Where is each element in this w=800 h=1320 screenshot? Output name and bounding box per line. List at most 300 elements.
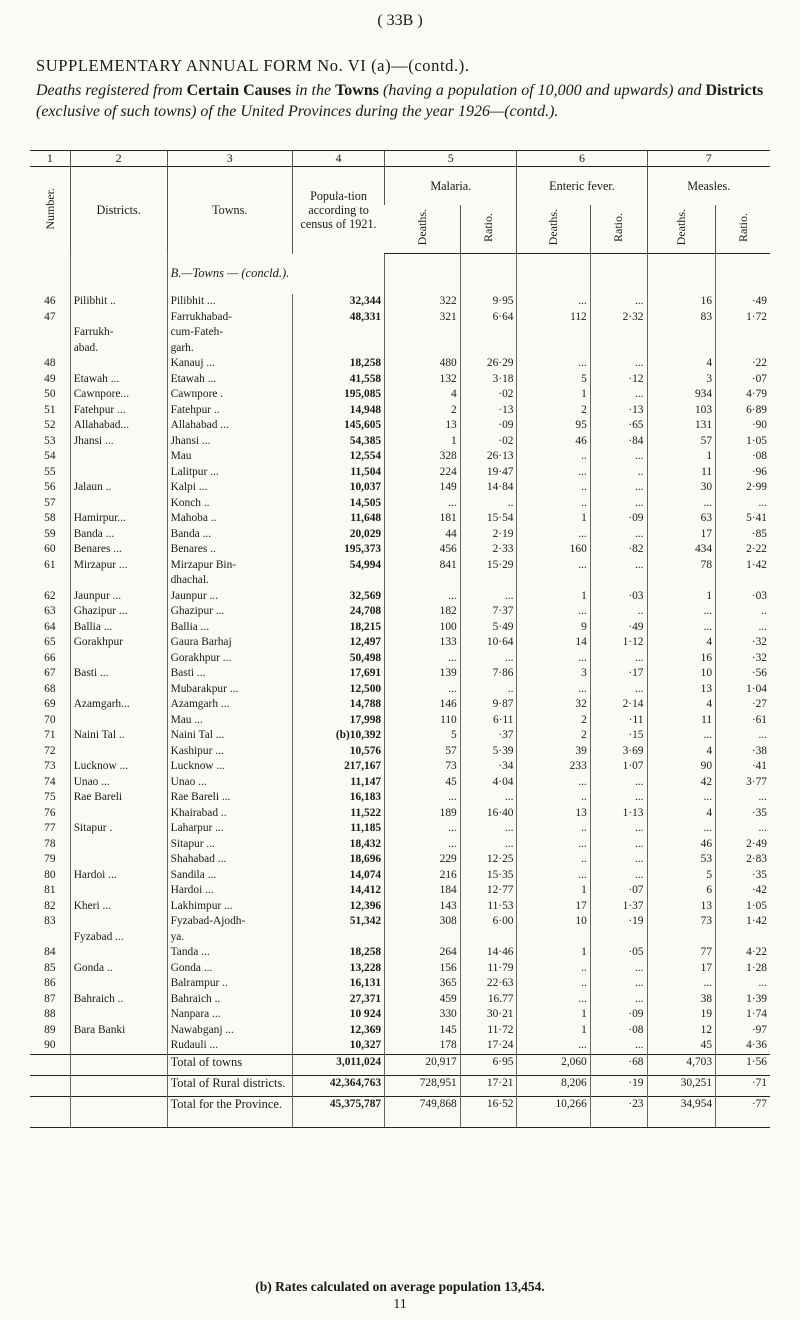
total-measles-ratio: 1·56 [716, 1054, 770, 1075]
malaria-deaths [385, 341, 461, 357]
enteric-ratio: ... [590, 852, 647, 868]
malaria-ratio: 4·04 [460, 775, 517, 791]
enteric-ratio: ... [590, 558, 647, 574]
measles-ratio [716, 573, 770, 589]
district-name: Hamirpur... [70, 511, 167, 527]
enteric-deaths: ... [517, 558, 590, 574]
enteric-deaths: 13 [517, 806, 590, 822]
table-row [30, 682, 770, 698]
measles-ratio [716, 325, 770, 341]
measles-deaths: 4 [647, 806, 716, 822]
population: 217,167 [292, 759, 384, 775]
measles-ratio: ·32 [716, 635, 770, 651]
measles-ratio: 2·99 [716, 480, 770, 496]
district-name: Naini Tal .. [70, 728, 167, 744]
town-name: Jhansi ... [167, 434, 292, 450]
enteric-deaths: ... [517, 868, 590, 884]
enteric-ratio: ... [590, 449, 647, 465]
population: 41,558 [292, 372, 384, 388]
blank-cell [70, 1096, 167, 1127]
malaria-ratio: 2·19 [460, 527, 517, 543]
town-name: Nanpara ... [167, 1007, 292, 1023]
row-number: 82 [44, 899, 56, 912]
enteric-ratio: 1·07 [590, 759, 647, 775]
row-number: 48 [44, 357, 56, 369]
district-name: abad. [70, 341, 167, 357]
population: 18,432 [292, 837, 384, 853]
row-number: 77 [44, 822, 56, 834]
measles-ratio: 1·74 [716, 1007, 770, 1023]
table-row [30, 1023, 770, 1039]
population: 50,498 [292, 651, 384, 667]
measles-deaths: 17 [647, 961, 716, 977]
total-measles-deaths: 34,954 [647, 1096, 716, 1127]
town-name: Mau [167, 449, 292, 465]
district-name: Sitapur . [70, 821, 167, 837]
table-row [30, 635, 770, 651]
enteric-deaths: .. [517, 961, 590, 977]
malaria-deaths: 480 [385, 356, 461, 372]
table-row [30, 899, 770, 915]
subtitle-part: Deaths registered from [36, 82, 183, 99]
enteric-deaths: 2 [517, 728, 590, 744]
town-name: Kanauj ... [167, 356, 292, 372]
measles-ratio: ·56 [716, 666, 770, 682]
district-name [70, 883, 167, 899]
total-enteric-deaths: 10,266 [517, 1096, 590, 1127]
population: 24,708 [292, 604, 384, 620]
table-row [30, 930, 770, 946]
ratio-subheader: Ratio. [716, 205, 770, 254]
measles-deaths: 10 [647, 666, 716, 682]
measles-deaths: ... [647, 821, 716, 837]
malaria-deaths: 1 [385, 434, 461, 450]
table-row [30, 883, 770, 899]
town-name: Lalitpur ... [167, 465, 292, 481]
district-name: Banda ... [70, 527, 167, 543]
row-number: 61 [44, 558, 56, 571]
table-row [30, 434, 770, 450]
town-name: Farrukhabad- [167, 310, 292, 326]
row-number: 69 [44, 698, 56, 710]
population: 11,147 [292, 775, 384, 791]
subtitle-emphasis: Towns [335, 82, 379, 99]
population: 14,505 [292, 496, 384, 512]
population: 10,037 [292, 480, 384, 496]
enteric-deaths: 1 [517, 589, 590, 605]
measles-ratio: ·03 [716, 589, 770, 605]
malaria-deaths: ... [385, 496, 461, 512]
malaria-ratio: 15·29 [460, 558, 517, 574]
table-row [30, 666, 770, 682]
town-name: Kalpi ... [167, 480, 292, 496]
malaria-deaths: 841 [385, 558, 461, 574]
enteric-ratio [590, 930, 647, 946]
population: 54,385 [292, 434, 384, 450]
row-number: 59 [44, 527, 56, 540]
table-row [30, 341, 770, 357]
measles-deaths [647, 930, 716, 946]
measles-ratio: 2·49 [716, 837, 770, 853]
table-row [30, 496, 770, 512]
town-name: Azamgarh ... [167, 697, 292, 713]
malaria-deaths: 178 [385, 1038, 461, 1054]
measles-ratio: ·32 [716, 651, 770, 667]
malaria-ratio: 12·77 [460, 883, 517, 899]
section-label: B.—Towns — (concld.). [167, 254, 385, 295]
population [292, 341, 384, 357]
town-name: Ghazipur ... [167, 604, 292, 620]
measles-deaths: 19 [647, 1007, 716, 1023]
district-name: Etawah ... [70, 372, 167, 388]
enteric-ratio: ·03 [590, 589, 647, 605]
district-name [70, 713, 167, 729]
enteric-deaths: ... [517, 837, 590, 853]
row-number [30, 930, 70, 946]
enteric-deaths: 1 [517, 387, 590, 403]
enteric-ratio: ... [590, 682, 647, 698]
measles-ratio: 2·22 [716, 542, 770, 558]
population: 27,371 [292, 992, 384, 1008]
district-name: Mirzapur ... [70, 558, 167, 574]
malaria-deaths: 321 [385, 310, 461, 326]
enteric-deaths: .. [517, 790, 590, 806]
row-number: 46 [44, 295, 56, 307]
malaria-ratio: 17·24 [460, 1038, 517, 1054]
row-number: 54 [44, 450, 56, 462]
measles-ratio: ·97 [716, 1023, 770, 1039]
district-name [70, 356, 167, 372]
population: 18,258 [292, 356, 384, 372]
measles-deaths: 13 [647, 899, 716, 915]
enteric-deaths: 1 [517, 883, 590, 899]
town-name: Mau ... [167, 713, 292, 729]
enteric-ratio: 2·32 [590, 310, 647, 326]
measles-deaths: 12 [647, 1023, 716, 1039]
population: 14,948 [292, 403, 384, 419]
enteric-deaths: ... [517, 992, 590, 1008]
measles-ratio: 4·22 [716, 945, 770, 961]
row-number: 64 [44, 620, 56, 633]
measles-deaths: 3 [647, 372, 716, 388]
table-row [30, 713, 770, 729]
table-row [30, 775, 770, 791]
subtitle-part: in the [295, 82, 332, 99]
col-number: 1 [30, 151, 70, 167]
enteric-ratio: 3·69 [590, 744, 647, 760]
town-name: Mubarakpur ... [167, 682, 292, 698]
malaria-ratio: 9·95 [460, 294, 517, 310]
total-label: Total for the Province. [167, 1096, 292, 1127]
town-name: Konch .. [167, 496, 292, 512]
malaria-ratio: 12·25 [460, 852, 517, 868]
row-number: 81 [44, 884, 56, 896]
population [292, 930, 384, 946]
district-name: Azamgarh... [70, 697, 167, 713]
malaria-ratio: 22·63 [460, 976, 517, 992]
enteric-ratio [590, 341, 647, 357]
row-number: 63 [44, 605, 56, 617]
measles-ratio: ·27 [716, 697, 770, 713]
measles-deaths: 16 [647, 651, 716, 667]
total-enteric-ratio: ·23 [590, 1096, 647, 1127]
enteric-deaths: .. [517, 976, 590, 992]
enteric-deaths: .. [517, 449, 590, 465]
form-title: SUPPLEMENTARY ANNUAL FORM No. VI (a)—(contd.). [36, 56, 470, 75]
town-name: Etawah ... [167, 372, 292, 388]
population: 20,029 [292, 527, 384, 543]
enteric-ratio: ... [590, 527, 647, 543]
district-name: Lucknow ... [70, 759, 167, 775]
row-number: 71 [44, 729, 56, 741]
row-number: 73 [44, 760, 56, 772]
population: 51,342 [292, 914, 384, 930]
town-name: Pilibhit ... [167, 294, 292, 310]
row-number: 60 [44, 543, 56, 555]
page-header: ( 33B ) [377, 12, 423, 29]
enteric-deaths: 1 [517, 1023, 590, 1039]
table-row [30, 310, 770, 326]
enteric-deaths: 17 [517, 899, 590, 915]
measles-deaths: 1 [647, 449, 716, 465]
measles-ratio: 6·89 [716, 403, 770, 419]
measles-deaths: 4 [647, 635, 716, 651]
measles-ratio: ·49 [716, 294, 770, 310]
table-row [30, 945, 770, 961]
enteric-ratio: ·07 [590, 883, 647, 899]
totals-row [30, 1075, 770, 1096]
enteric-deaths [517, 573, 590, 589]
malaria-deaths: 216 [385, 868, 461, 884]
malaria-deaths: 224 [385, 465, 461, 481]
malaria-deaths: 57 [385, 744, 461, 760]
malaria-ratio: 11·79 [460, 961, 517, 977]
table-row [30, 1038, 770, 1054]
measles-deaths: ... [647, 976, 716, 992]
measles-ratio: 1·05 [716, 434, 770, 450]
district-name: Pilibhit .. [70, 294, 167, 310]
measles-deaths: ... [647, 604, 716, 620]
malaria-ratio: 26·13 [460, 449, 517, 465]
district-name [70, 744, 167, 760]
enteric-deaths: ... [517, 294, 590, 310]
malaria-ratio: ·34 [460, 759, 517, 775]
district-name [70, 465, 167, 481]
town-name: Benares .. [167, 542, 292, 558]
population: 10,327 [292, 1038, 384, 1054]
district-name: Cawnpore... [70, 387, 167, 403]
enteric-ratio: ... [590, 480, 647, 496]
table-row [30, 449, 770, 465]
enteric-deaths [517, 325, 590, 341]
malaria-deaths: 229 [385, 852, 461, 868]
measles-ratio: ·08 [716, 449, 770, 465]
enteric-ratio: 1·12 [590, 635, 647, 651]
enteric-deaths: 112 [517, 310, 590, 326]
malaria-ratio: ·13 [460, 403, 517, 419]
malaria-ratio: 6·11 [460, 713, 517, 729]
malaria-deaths: 146 [385, 697, 461, 713]
district-name: Ghazipur ... [70, 604, 167, 620]
malaria-ratio: .. [460, 496, 517, 512]
district-name [70, 651, 167, 667]
district-name: Fyzabad ... [70, 930, 167, 946]
blank-cell [30, 1096, 70, 1127]
population: 10,576 [292, 744, 384, 760]
measles-deaths: 6 [647, 883, 716, 899]
row-number: 62 [44, 589, 56, 602]
table-row [30, 418, 770, 434]
col-number: 3 [167, 151, 292, 167]
malaria-deaths: ... [385, 821, 461, 837]
number-header: Number. [42, 187, 57, 230]
enteric-ratio: 2·14 [590, 697, 647, 713]
malaria-deaths: 182 [385, 604, 461, 620]
malaria-ratio [460, 930, 517, 946]
population: 18,215 [292, 620, 384, 636]
footnote: (b) Rates calculated on average population 13,454. [255, 1279, 545, 1294]
measles-ratio: ·22 [716, 356, 770, 372]
towns-header: Towns. [167, 167, 292, 254]
table-row [30, 294, 770, 310]
row-number: 90 [44, 1039, 56, 1051]
enteric-deaths: 2 [517, 713, 590, 729]
enteric-ratio [590, 325, 647, 341]
malaria-deaths: 330 [385, 1007, 461, 1023]
measles-deaths: 77 [647, 945, 716, 961]
measles-deaths [647, 341, 716, 357]
districts-header: Districts. [70, 167, 167, 254]
enteric-deaths: 1 [517, 1007, 590, 1023]
population: 11,504 [292, 465, 384, 481]
deaths-subheader: Deaths. [647, 205, 716, 254]
town-name: Tanda ... [167, 945, 292, 961]
town-name: cum-Fateh- [167, 325, 292, 341]
row-number: 70 [44, 713, 56, 726]
enteric-deaths: 1 [517, 945, 590, 961]
page-number: 11 [393, 1297, 407, 1312]
population: 12,396 [292, 899, 384, 915]
row-number: 80 [44, 868, 56, 881]
measles-ratio: ... [716, 790, 770, 806]
table-row [30, 620, 770, 636]
district-name: Jhansi ... [70, 434, 167, 450]
table-row [30, 604, 770, 620]
measles-ratio: ·35 [716, 868, 770, 884]
row-number: 75 [44, 791, 56, 803]
enteric-ratio: ·17 [590, 666, 647, 682]
enteric-ratio: ... [590, 387, 647, 403]
malaria-deaths: 459 [385, 992, 461, 1008]
district-name [70, 1038, 167, 1054]
totals-row [30, 1096, 770, 1127]
enteric-deaths: ... [517, 775, 590, 791]
malaria-deaths: 322 [385, 294, 461, 310]
col-number: 2 [70, 151, 167, 167]
enteric-deaths: 32 [517, 697, 590, 713]
measles-ratio: ·90 [716, 418, 770, 434]
population: 14,412 [292, 883, 384, 899]
enteric-deaths: 1 [517, 511, 590, 527]
town-name: Unao ... [167, 775, 292, 791]
enteric-ratio: ·08 [590, 1023, 647, 1039]
measles-ratio: 1·72 [716, 310, 770, 326]
district-name: Farrukh- [70, 325, 167, 341]
malaria-deaths: 181 [385, 511, 461, 527]
district-name: Bara Banki [70, 1023, 167, 1039]
district-name [70, 837, 167, 853]
table-row [30, 573, 770, 589]
measles-ratio: 2·83 [716, 852, 770, 868]
measles-deaths: 30 [647, 480, 716, 496]
enteric-deaths [517, 341, 590, 357]
population: 12,500 [292, 682, 384, 698]
row-number: 87 [44, 992, 56, 1005]
town-name: Lakhimpur ... [167, 899, 292, 915]
form-subtitle [36, 80, 771, 122]
population: (b)10,392 [292, 728, 384, 744]
deaths-table [30, 150, 770, 1128]
malaria-deaths: 73 [385, 759, 461, 775]
district-name [70, 852, 167, 868]
enteric-deaths: .. [517, 496, 590, 512]
malaria-ratio: 6·00 [460, 914, 517, 930]
measles-deaths: 78 [647, 558, 716, 574]
total-enteric-deaths: 2,060 [517, 1054, 590, 1075]
malaria-ratio: 30·21 [460, 1007, 517, 1023]
town-name: Gonda ... [167, 961, 292, 977]
district-name [70, 945, 167, 961]
town-name: Lucknow ... [167, 759, 292, 775]
enteric-ratio: ·11 [590, 713, 647, 729]
town-name: Mirzapur Bin- [167, 558, 292, 574]
town-name: Nawabganj ... [167, 1023, 292, 1039]
measles-deaths: 46 [647, 837, 716, 853]
measles-ratio: ... [716, 620, 770, 636]
col-number: 7 [647, 151, 770, 167]
enteric-ratio: ... [590, 496, 647, 512]
blank-cell [70, 1054, 167, 1075]
enteric-ratio: ... [590, 294, 647, 310]
enteric-deaths: 10 [517, 914, 590, 930]
population: 12,369 [292, 1023, 384, 1039]
blank-cell [30, 1054, 70, 1075]
enteric-deaths: 3 [517, 666, 590, 682]
measles-deaths: 4 [647, 697, 716, 713]
row-number: 47 [44, 310, 56, 323]
row-number: 89 [44, 1023, 56, 1036]
town-name: Sandila ... [167, 868, 292, 884]
malaria-ratio: ... [460, 790, 517, 806]
row-number: 74 [44, 775, 56, 788]
malaria-ratio [460, 341, 517, 357]
enteric-ratio: ... [590, 992, 647, 1008]
malaria-deaths: 149 [385, 480, 461, 496]
measles-deaths: 45 [647, 1038, 716, 1054]
enteric-deaths: 5 [517, 372, 590, 388]
measles-ratio: ·42 [716, 883, 770, 899]
malaria-deaths: 143 [385, 899, 461, 915]
population: 18,696 [292, 852, 384, 868]
town-name: Mahoba .. [167, 511, 292, 527]
total-malaria-ratio: 6·95 [460, 1054, 517, 1075]
measles-deaths: 38 [647, 992, 716, 1008]
district-name: Jalaun .. [70, 480, 167, 496]
malaria-ratio: 10·64 [460, 635, 517, 651]
measles-deaths: ... [647, 728, 716, 744]
town-name: Allahabad ... [167, 418, 292, 434]
population: 10 924 [292, 1007, 384, 1023]
